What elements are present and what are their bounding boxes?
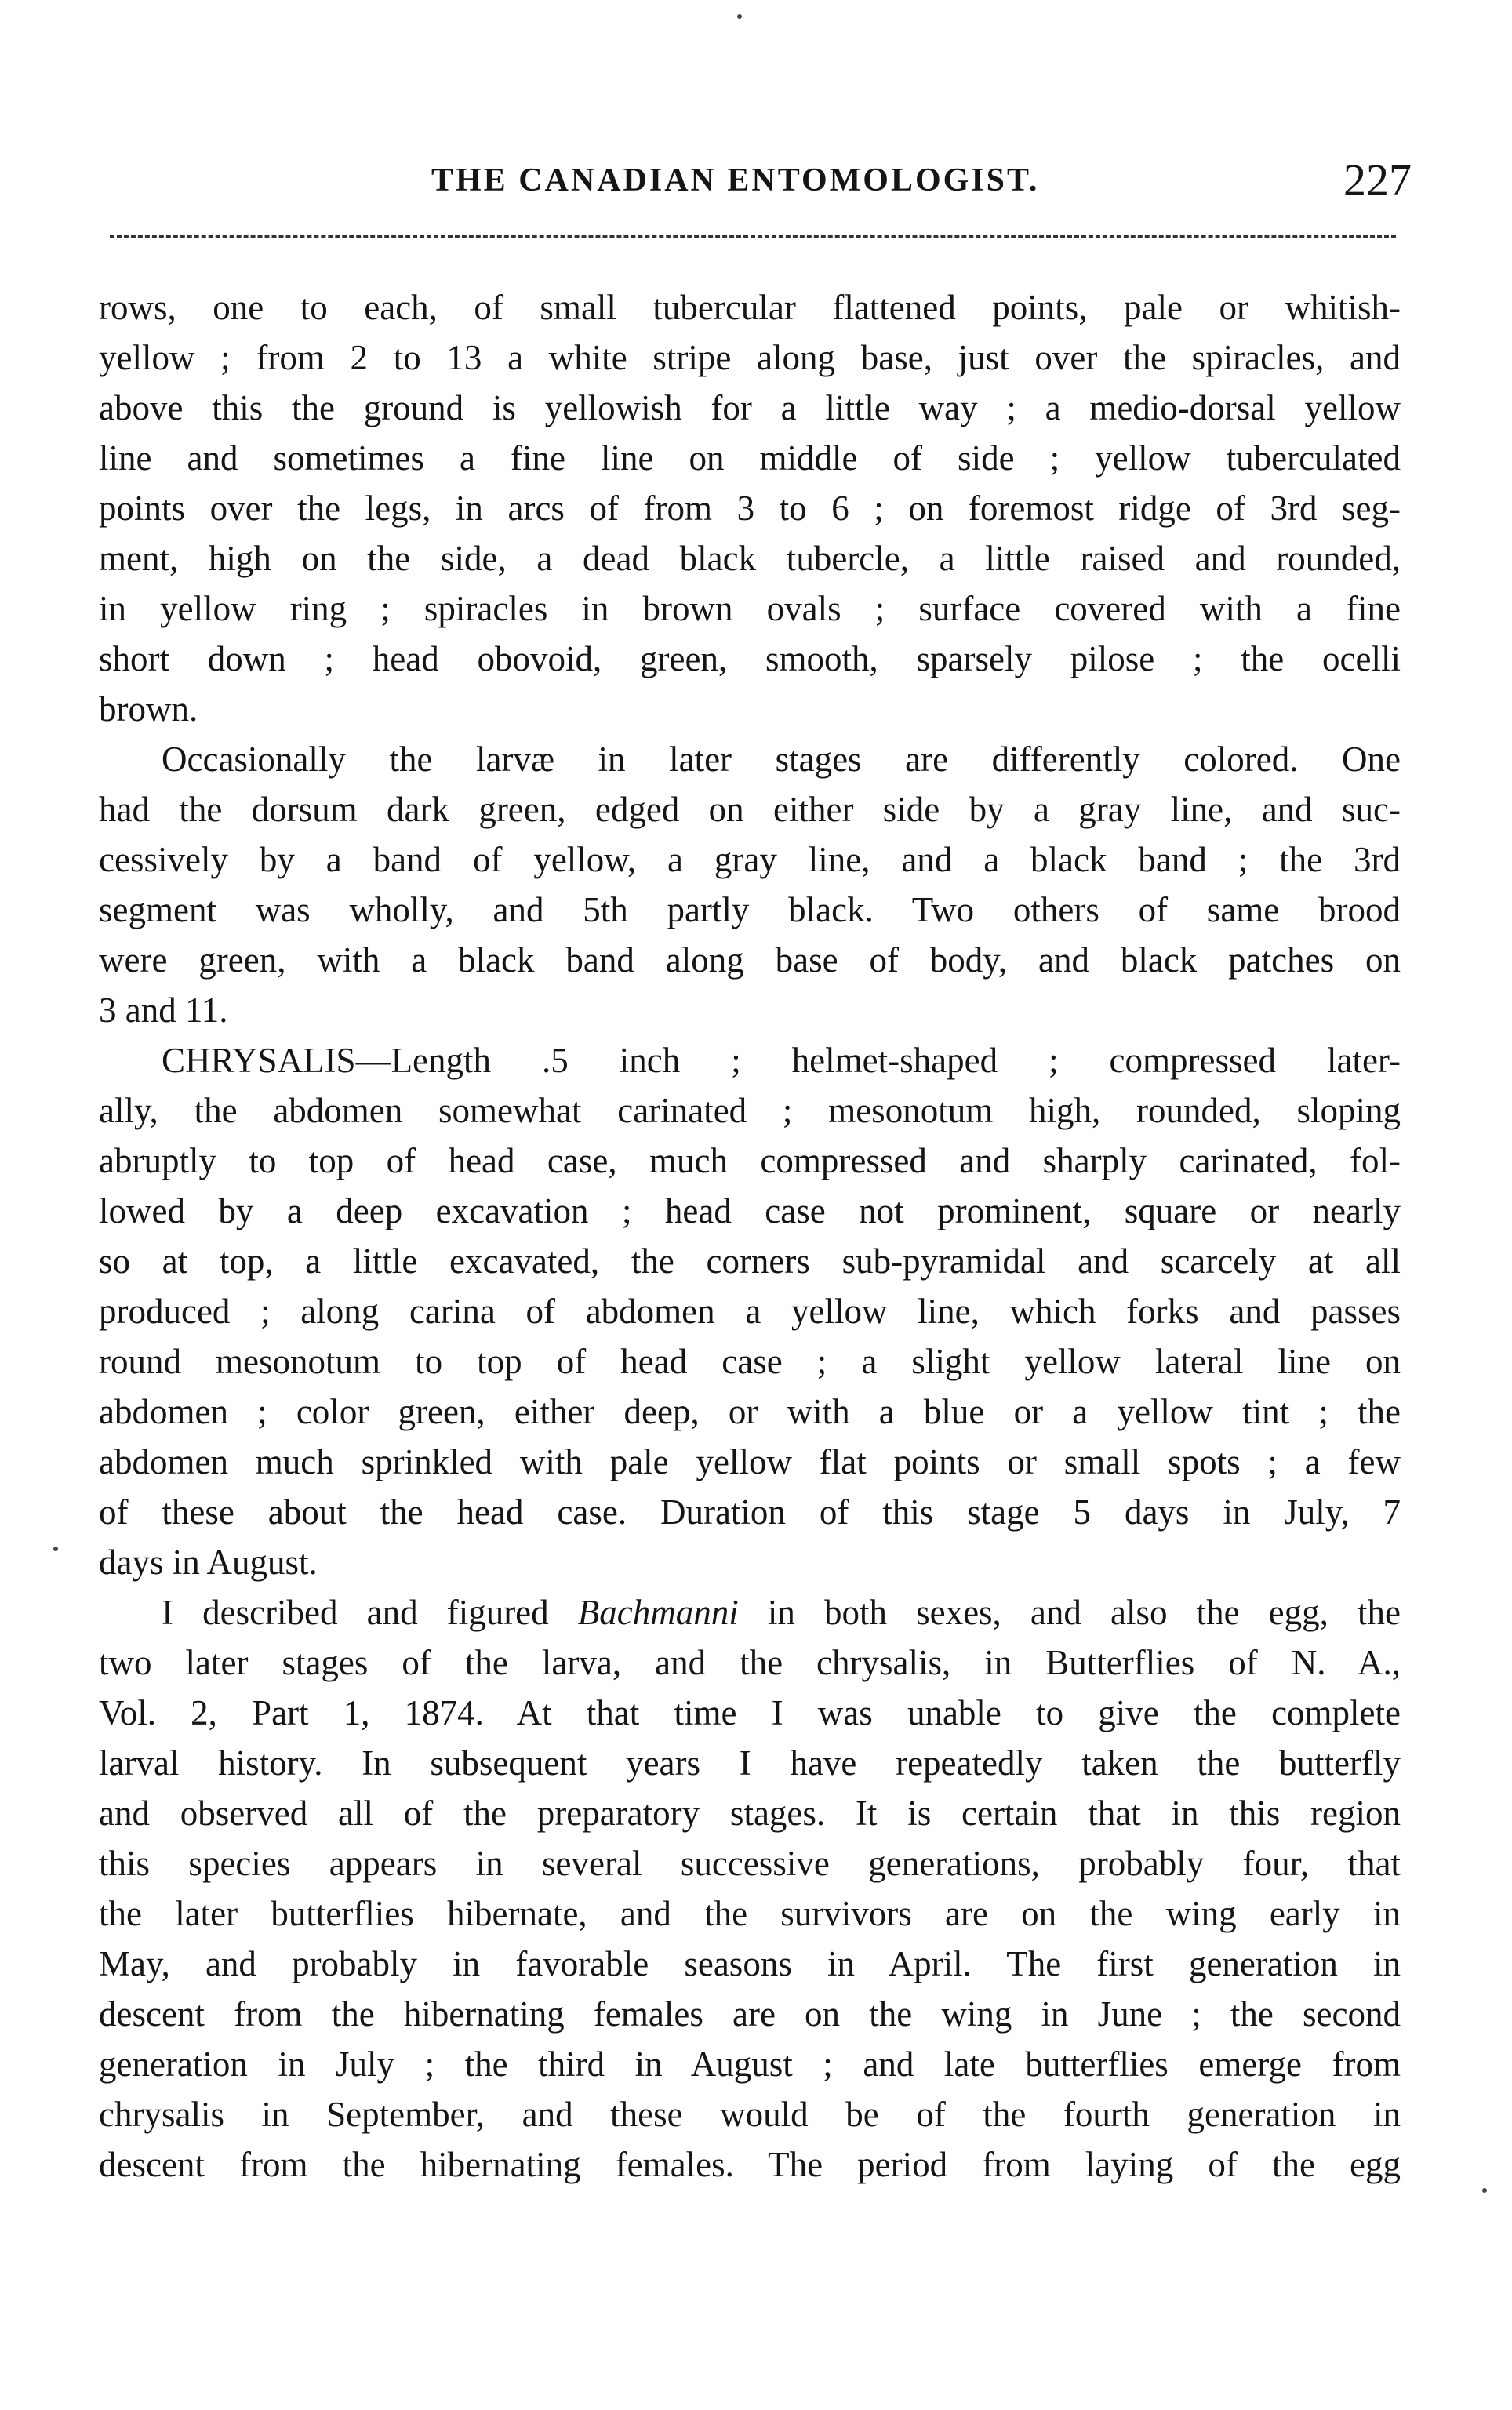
text-line: line and sometimes a fine line on middle of side ; yellow tuberculated xyxy=(99,438,1401,478)
text-line: lowed by a deep excavation ; head case not prominent, square or nearly xyxy=(99,1191,1401,1230)
text-line: brown. xyxy=(99,689,198,729)
print-speck xyxy=(53,1547,58,1551)
paragraph-larva-coloration xyxy=(99,734,1401,1035)
running-head xyxy=(94,154,1412,209)
paragraph-larva-description xyxy=(99,282,1401,734)
text-line: abruptly to top of head case, much compressed and sharply carinated, fol- xyxy=(99,1141,1401,1180)
print-speck xyxy=(737,14,742,19)
text-line: so at top, a little excavated, the corners sub-pyramidal and scarcely at all xyxy=(99,1241,1401,1281)
text-line: ment, high on the side, a dead black tubercle, a little raised and rounded, xyxy=(99,539,1401,578)
text-line: short down ; head obovoid, green, smooth, sparsely pilose ; the ocelli xyxy=(99,639,1401,678)
text-line: were green, with a black band along base of body, and black patches on xyxy=(99,940,1401,980)
text-line: above this the ground is yellowish for a little way ; a medio-dorsal yellow xyxy=(99,388,1401,427)
text-line: produced ; along carina of abdomen a yellow line, which forks and passes xyxy=(99,1292,1401,1331)
text-line: of these about the head case. Duration of this stage 5 days in July, 7 xyxy=(99,1492,1401,1532)
text-line xyxy=(99,1587,1401,1638)
species-name: Bachmanni xyxy=(577,1593,739,1632)
text-line: May, and probably in favorable seasons in April. The first generation in xyxy=(99,1944,1401,1983)
text-line: descent from the hibernating females are on the wing in June ; the second xyxy=(99,1994,1401,2034)
text-line: the later butterflies hibernate, and the survivors are on the wing early in xyxy=(99,1894,1401,1933)
text-line: descent from the hibernating females. The period from laying of the egg xyxy=(99,2145,1401,2184)
text-line: abdomen much sprinkled with pale yellow flat points or small spots ; a few xyxy=(99,1442,1401,1481)
text-line: Vol. 2, Part 1, 1874. At that time I was unable to give the complete xyxy=(99,1693,1401,1732)
text-line: yellow ; from 2 to 13 a white stripe along base, just over the spiracles, and xyxy=(99,338,1401,377)
text-fragment: I described and figured xyxy=(162,1593,578,1632)
text-line: larval history. In subsequent years I have repeatedly taken the butterfly xyxy=(99,1743,1401,1783)
text-line: 3 and 11. xyxy=(99,991,228,1030)
text-line: days in August. xyxy=(99,1543,318,1582)
text-line: generation in July ; the third in August ; and late butterflies emerge from xyxy=(99,2045,1401,2084)
paragraph-chrysalis xyxy=(99,1035,1401,1587)
text-line: had the dorsum dark green, edged on either side by a gray line, and suc- xyxy=(99,790,1401,829)
text-line: CHRYSALIS—Length .5 inch ; helmet-shaped ; compressed later- xyxy=(162,1041,1401,1080)
text-line: ally, the abdomen somewhat carinated ; mesonotum high, rounded, sloping xyxy=(99,1091,1401,1130)
text-line: segment was wholly, and 5th partly black. Two others of same brood xyxy=(99,890,1401,929)
text-line: and observed all of the preparatory stages. It is certain that in this region xyxy=(99,1794,1401,1833)
print-speck xyxy=(1482,2188,1487,2193)
text-line: points over the legs, in arcs of from 3 to 6 ; on foremost ridge of 3rd seg- xyxy=(99,489,1401,528)
text-line: round mesonotum to top of head case ; a slight yellow lateral line on xyxy=(99,1342,1401,1381)
text-line: chrysalis in September, and these would be of the fourth generation in xyxy=(99,2095,1401,2134)
text-line: Occasionally the larvæ in later stages are differently colored. One xyxy=(162,740,1401,779)
text-line: in yellow ring ; spiracles in brown ovals ; surface covered with a fine xyxy=(99,589,1401,628)
text-line: cessively by a band of yellow, a gray line, and a black band ; the 3rd xyxy=(99,840,1401,879)
paragraph-bachmanni-history xyxy=(99,1587,1401,2190)
journal-title: THE CANADIAN ENTOMOLOGIST. xyxy=(431,162,1040,198)
text-line: rows, one to each, of small tubercular flattened points, pale or whitish- xyxy=(99,288,1401,327)
text-line: abdomen ; color green, either deep, or with a blue or a yellow tint ; the xyxy=(99,1392,1401,1431)
text-line: this species appears in several successive generations, probably four, that xyxy=(99,1844,1401,1883)
page-number: 227 xyxy=(1343,154,1412,205)
text-line: two later stages of the larva, and the chrysalis, in Butterflies of N. A., xyxy=(99,1643,1401,1682)
text-fragment: in both sexes, and also the egg, the xyxy=(738,1593,1401,1632)
header-rule xyxy=(110,235,1396,238)
body-text xyxy=(99,282,1401,2190)
